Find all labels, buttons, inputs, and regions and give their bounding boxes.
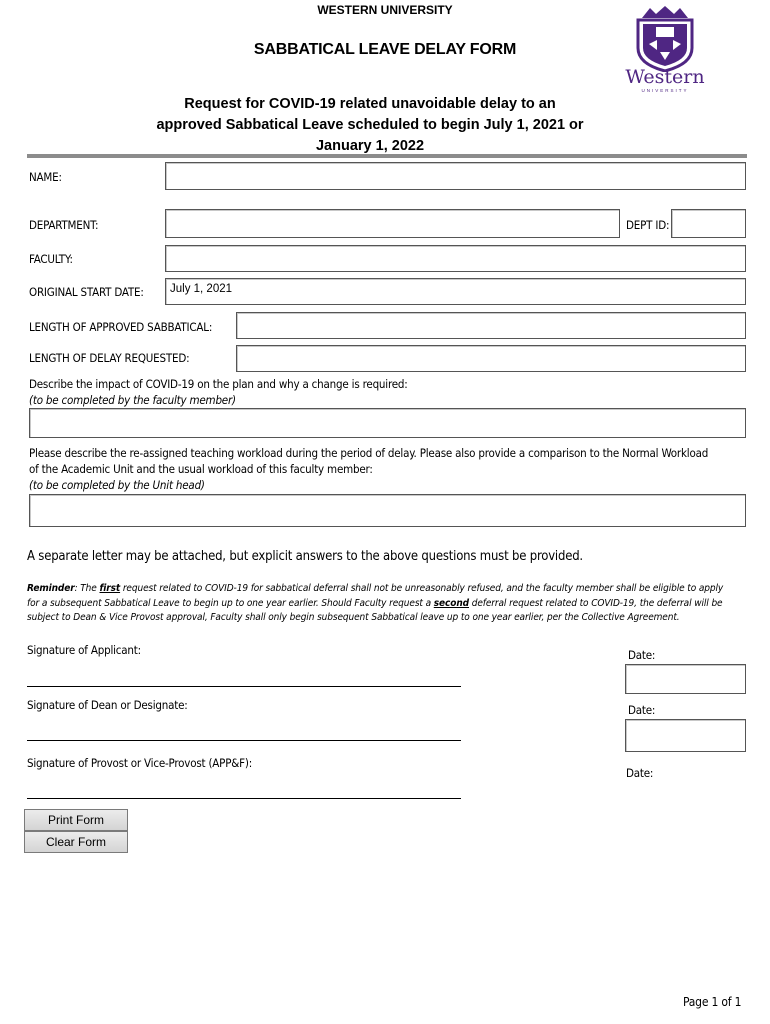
university-name: WESTERN UNIVERSITY bbox=[317, 3, 453, 17]
start-date-label: ORIGINAL START DATE: bbox=[29, 285, 144, 299]
applicant-signature-line[interactable] bbox=[27, 686, 461, 687]
impact-note: (to be completed by the faculty member) bbox=[29, 393, 236, 407]
length-delay-field[interactable] bbox=[236, 345, 746, 372]
workload-question-line-2: of the Academic Unit and the usual workload of this faculty member: bbox=[29, 462, 373, 476]
page-number: Page 1 of 1 bbox=[683, 995, 742, 1009]
impact-question bbox=[29, 376, 749, 408]
reminder-label: Reminder bbox=[27, 583, 75, 594]
length-approved-label: LENGTH OF APPROVED SABBATICAL: bbox=[29, 320, 213, 334]
logo-wordmark: Western bbox=[625, 66, 705, 88]
workload-question bbox=[29, 445, 749, 493]
date-field-applicant[interactable] bbox=[625, 664, 746, 694]
subtitle-line-3: January 1, 2022 bbox=[315, 138, 425, 154]
workload-question-line-1: Please describe the re-assigned teaching workload during the period of delay. Please also provide a comparison to the Normal Workload bbox=[29, 446, 709, 460]
faculty-label: FACULTY: bbox=[29, 252, 73, 266]
header-divider bbox=[27, 154, 747, 158]
subtitle-line-2: approved Sabbatical Leave scheduled to begin July 1, 2021 or bbox=[156, 117, 584, 133]
form-subtitle bbox=[40, 94, 700, 157]
subtitle-line-1: Request for COVID-19 related unavoidable delay to an bbox=[184, 96, 556, 112]
start-date-field[interactable]: July 1, 2021 bbox=[165, 278, 746, 305]
department-label: DEPARTMENT: bbox=[29, 218, 99, 232]
reminder-second: second bbox=[433, 597, 469, 609]
dept-id-field[interactable] bbox=[671, 209, 746, 238]
reminder-text-2: request related to COVID-19 for sabbatical deferral shall not be unreasonably refused, and the faculty member shall be eligible to apply bbox=[120, 583, 724, 594]
shield-crest-icon bbox=[620, 4, 710, 72]
impact-question-text: Describe the impact of COVID-19 on the plan and why a change is required: bbox=[29, 377, 408, 391]
impact-field[interactable] bbox=[29, 408, 746, 438]
dean-signature-line[interactable] bbox=[27, 740, 461, 741]
name-field[interactable] bbox=[165, 162, 746, 190]
clear-form-button[interactable]: Clear Form bbox=[24, 831, 128, 853]
workload-field[interactable] bbox=[29, 494, 746, 527]
print-form-button[interactable]: Print Form bbox=[24, 809, 128, 831]
reminder-first: first bbox=[99, 583, 121, 594]
provost-signature-line[interactable] bbox=[27, 798, 461, 799]
dept-id-label: DEPT ID: bbox=[626, 218, 670, 232]
faculty-field[interactable] bbox=[165, 245, 746, 272]
department-field[interactable] bbox=[165, 209, 620, 238]
provost-signature-label: Signature of Provost or Vice-Provost (APP&F): bbox=[27, 756, 252, 770]
workload-note: (to be completed by the Unit head) bbox=[29, 478, 205, 492]
reminder-paragraph bbox=[27, 582, 757, 626]
name-label: NAME: bbox=[29, 170, 62, 184]
reminder-text-1: : The bbox=[74, 583, 100, 594]
reminder-text-3: for a subsequent Sabbatical Leave to begin up to one year earlier. Should Faculty request a bbox=[27, 597, 434, 609]
logo-subtext: UNIVERSITY bbox=[641, 88, 689, 93]
date-label-2: Date: bbox=[628, 703, 656, 717]
applicant-signature-label: Signature of Applicant: bbox=[27, 643, 141, 657]
western-logo bbox=[620, 4, 710, 96]
length-approved-field[interactable] bbox=[236, 312, 746, 339]
length-delay-label: LENGTH OF DELAY REQUESTED: bbox=[29, 351, 190, 365]
form-title: SABBATICAL LEAVE DELAY FORM bbox=[253, 41, 517, 58]
reminder-text-4: deferral request related to COVID-19, the deferral will be bbox=[469, 597, 723, 609]
date-label-3: Date: bbox=[626, 766, 654, 780]
dean-signature-label: Signature of Dean or Designate: bbox=[27, 698, 188, 712]
date-label-1: Date: bbox=[628, 648, 656, 662]
date-field-dean[interactable] bbox=[625, 719, 746, 752]
reminder-text-5: subject to Dean & Vice Provost approval, Faculty shall only begin subsequent Sabbatical leave up to one year earlier, per the Collective Agreement. bbox=[27, 612, 680, 623]
separate-letter-note: A separate letter may be attached, but explicit answers to the above questions must be provided. bbox=[27, 549, 583, 564]
